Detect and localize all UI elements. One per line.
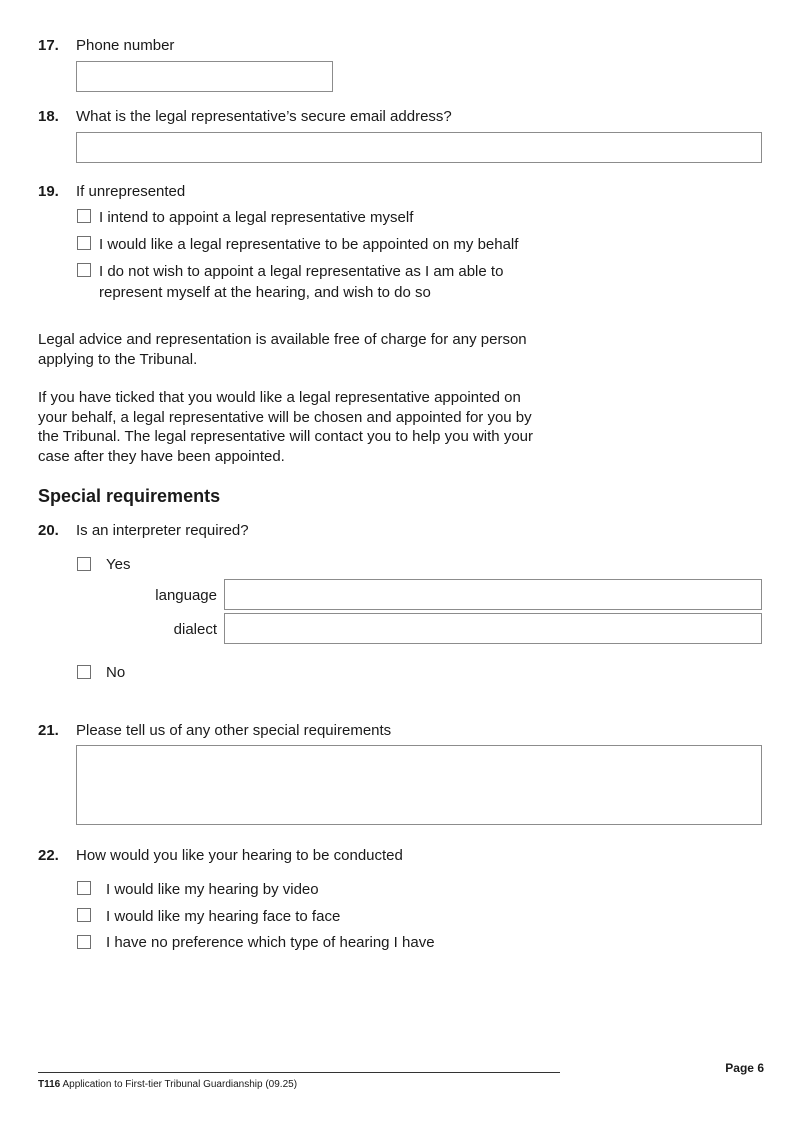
form-title: Application to First-tier Tribunal Guardianship (09.25): [62, 1079, 298, 1090]
form-code: T116: [38, 1079, 61, 1090]
interpreter-label: Is an interpreter required?: [76, 522, 249, 539]
hearing-no-preference-label: I have no preference which type of hearing I have: [106, 934, 435, 951]
represent-myself-checkbox[interactable]: [77, 263, 91, 277]
form-reference: [38, 1079, 297, 1090]
dialect-label: dialect: [173, 621, 217, 638]
legal-advice-info: Legal advice and representation is available free of charge for any person applying to the Tribunal.: [38, 331, 527, 368]
hearing-video-checkbox[interactable]: [77, 881, 91, 895]
question-number-17: 17.: [38, 37, 59, 54]
question-number-19: 19.: [38, 183, 59, 200]
question-number-22: 22.: [38, 847, 59, 864]
represent-myself-label-line1: I do not wish to appoint a legal representative as I am able to: [99, 263, 504, 280]
interpreter-yes-label: Yes: [106, 556, 131, 573]
page-number: Page 6: [725, 1061, 764, 1075]
appoint-on-behalf-checkbox[interactable]: [77, 236, 91, 250]
appoint-myself-label: I intend to appoint a legal representative myself: [99, 209, 414, 226]
appoint-on-behalf-label: I would like a legal representative to be appointed on my behalf: [99, 236, 519, 253]
interpreter-yes-checkbox[interactable]: [77, 557, 91, 571]
legal-representative-info: If you have ticked that you would like a legal representative appointed on your behalf, a legal representative will be chosen and appointed for you by the Tribunal. The legal representative will contact you to help you with your case after they have been appointed.: [38, 389, 533, 465]
hearing-no-preference-checkbox[interactable]: [77, 935, 91, 949]
phone-number-label: Phone number: [76, 37, 175, 54]
question-number-21: 21.: [38, 722, 59, 739]
appoint-myself-checkbox[interactable]: [77, 209, 91, 223]
special-requirements-field[interactable]: [76, 745, 762, 825]
hearing-video-label: I would like my hearing by video: [106, 881, 319, 898]
phone-number-field[interactable]: [76, 61, 333, 92]
language-field[interactable]: [224, 579, 762, 610]
secure-email-label: What is the legal representative’s secure email address?: [76, 108, 452, 125]
hearing-face-to-face-checkbox[interactable]: [77, 908, 91, 922]
interpreter-no-label: No: [106, 664, 126, 681]
question-number-20: 20.: [38, 522, 59, 539]
interpreter-no-checkbox[interactable]: [77, 665, 91, 679]
footer-divider: [38, 1072, 560, 1073]
language-label: language: [155, 587, 217, 604]
special-requirements-label: Please tell us of any other special requirements: [76, 722, 392, 739]
dialect-field[interactable]: [224, 613, 762, 644]
question-number-18: 18.: [38, 108, 59, 125]
hearing-conducted-label: How would you like your hearing to be conducted: [76, 847, 403, 864]
hearing-face-to-face-label: I would like my hearing face to face: [106, 908, 341, 925]
special-requirements-heading: Special requirements: [38, 486, 221, 506]
secure-email-field[interactable]: [76, 132, 762, 163]
represent-myself-label-line2: represent myself at the hearing, and wish to do so: [99, 284, 431, 301]
unrepresented-label: If unrepresented: [76, 183, 186, 200]
